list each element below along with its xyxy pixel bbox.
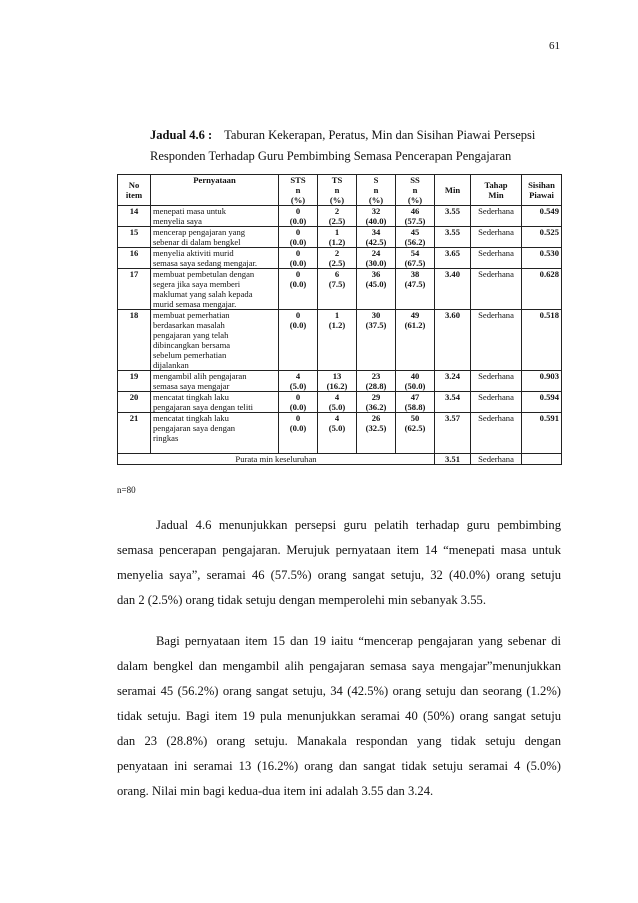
paragraph-line: dalam bengkel dan mengambil alih pengajaran semasa saya mengajar”menunjukkan [117,659,561,673]
sts-cell: 0 (0.0) [279,392,318,413]
tahap-cell: Sederhana [471,206,522,227]
sample-size-note: n=80 [117,485,136,495]
paragraph-line: penyataan ini seramai 13 (16.2%) orang dan sangat tidak setuju seramai 4 (5.0%) [117,759,561,773]
average-label: Purata min keseluruhan [118,454,435,465]
statement-cell: mencerap pengajaran yang sebenar di dalam bengkel [151,227,279,248]
ts-cell: 4 (5.0) [318,413,357,454]
tahap-cell: Sederhana [471,413,522,454]
paragraph-line: Jadual 4.6 menunjukkan persepsi guru pelatih terhadap guru pembimbing [156,518,561,532]
min-cell: 3.65 [435,248,471,269]
header-s: S n (%) [357,175,396,206]
caption-title-line2: Responden Terhadap Guru Pembimbing Semasa Pencerapan Pengajaran [150,149,512,163]
paragraph-line: semasa pencerapan pengajaran. Merujuk pernyataan item 14 “menepati masa untuk [117,543,561,557]
table-caption [150,127,535,143]
min-cell: 3.55 [435,227,471,248]
paragraph-line: orang. Nilai min bagi kedua-dua item ini adalah 3.55 dan 3.24. [117,784,434,798]
sisihan-cell: 0.525 [522,227,562,248]
ss-cell: 40 (50.0) [396,371,435,392]
table-row [118,371,562,392]
table-row [118,269,562,310]
item-number-cell: 17 [118,269,151,310]
tahap-cell: Sederhana [471,392,522,413]
item-number-cell: 20 [118,392,151,413]
paragraph-line: menyelia saya”, seramai 46 (57.5%) orang sangat setuju, 32 (40.0%) orang setuju [117,568,561,582]
paragraph-line: Bagi pernyataan item 15 dan 19 iaitu “mencerap pengajaran yang sebenar di [156,634,561,648]
s-cell: 34 (42.5) [357,227,396,248]
statement-cell: membuat pemerhatian berdasarkan masalah pengajaran yang telah dibincangkan bersama sebelum pemerhatian dijalankan [151,310,279,371]
statement-cell: mencatat tingkah laku pengajaran saya dengan teliti [151,392,279,413]
statement-cell: mencatat tingkah laku pengajaran saya dengan ringkas [151,413,279,454]
tahap-cell: Sederhana [471,310,522,371]
sts-cell: 0 (0.0) [279,227,318,248]
ss-cell: 45 (56.2) [396,227,435,248]
item-number-cell: 14 [118,206,151,227]
header-sts: STS n (%) [279,175,318,206]
header-ss: SS n (%) [396,175,435,206]
sts-cell: 4 (5.0) [279,371,318,392]
caption-label: Jadual 4.6 : [150,128,213,142]
s-cell: 23 (28.8) [357,371,396,392]
sts-cell: 0 (0.0) [279,206,318,227]
ts-cell: 6 (7.5) [318,269,357,310]
tahap-cell: Sederhana [471,248,522,269]
average-min: 3.51 [435,454,471,465]
s-cell: 29 (36.2) [357,392,396,413]
page-number: 61 [549,40,560,52]
ts-cell: 2 (2.5) [318,206,357,227]
paragraph-line: dan 2 (2.5%) orang tidak setuju dengan memperolehi min sebanyak 3.55. [117,593,486,607]
item-number-cell: 19 [118,371,151,392]
min-cell: 3.24 [435,371,471,392]
table-row [118,392,562,413]
ss-cell: 50 (62.5) [396,413,435,454]
header-pernyataan: Pernyataan [151,175,279,206]
min-cell: 3.57 [435,413,471,454]
statement-cell: menyelia aktiviti murid semasa saya sedang mengajar. [151,248,279,269]
header-no: No item [118,175,151,206]
sisihan-cell: 0.549 [522,206,562,227]
sts-cell: 0 (0.0) [279,248,318,269]
item-number-cell: 15 [118,227,151,248]
ts-cell: 13 (16.2) [318,371,357,392]
ts-cell: 1 (1.2) [318,227,357,248]
paragraph-line: dan 23 (28.8%) orang setuju. Manakala respondan yang tidak setuju dengan [117,734,561,748]
sisihan-cell: 0.530 [522,248,562,269]
header-min: Min [435,175,471,206]
paragraph-1 [117,513,561,613]
sts-cell: 0 (0.0) [279,413,318,454]
item-number-cell: 16 [118,248,151,269]
min-cell: 3.60 [435,310,471,371]
s-cell: 24 (30.0) [357,248,396,269]
header-tahap: Tahap Min [471,175,522,206]
table-header-row [118,175,562,206]
min-cell: 3.40 [435,269,471,310]
header-ts: TS n (%) [318,175,357,206]
sisihan-cell: 0.628 [522,269,562,310]
ts-cell: 2 (2.5) [318,248,357,269]
s-cell: 30 (37.5) [357,310,396,371]
tahap-cell: Sederhana [471,227,522,248]
tahap-cell: Sederhana [471,371,522,392]
statement-cell: membuat pembetulan dengan segera jika saya memberi maklumat yang salah kepada murid semasa mengajar. [151,269,279,310]
paragraph-line: seramai 45 (56.2%) orang sangat setuju, 34 (42.5%) orang setuju dan seorang (1.2%) [117,684,561,698]
s-cell: 32 (40.0) [357,206,396,227]
sisihan-cell: 0.591 [522,413,562,454]
data-table [117,174,562,465]
item-number-cell: 21 [118,413,151,454]
ts-cell: 1 (1.2) [318,310,357,371]
item-number-cell: 18 [118,310,151,371]
statement-cell: mengambil alih pengajaran semasa saya mengajar [151,371,279,392]
s-cell: 36 (45.0) [357,269,396,310]
s-cell: 26 (32.5) [357,413,396,454]
paragraph-line: tidak setuju. Bagi item 19 pula menunjukkan seramai 40 (50%) orang sangat setuju [117,709,561,723]
ss-cell: 46 (57.5) [396,206,435,227]
average-row [118,454,562,465]
statement-cell: menepati masa untuk menyelia saya [151,206,279,227]
ts-cell: 4 (5.0) [318,392,357,413]
tahap-cell: Sederhana [471,269,522,310]
sts-cell: 0 (0.0) [279,310,318,371]
sts-cell: 0 (0.0) [279,269,318,310]
sisihan-cell: 0.903 [522,371,562,392]
table-body [118,206,562,454]
caption-title-line1: Taburan Kekerapan, Peratus, Min dan Sisihan Piawai Persepsi [224,128,536,142]
table-row [118,206,562,227]
min-cell: 3.55 [435,206,471,227]
min-cell: 3.54 [435,392,471,413]
ss-cell: 54 (67.5) [396,248,435,269]
table-row [118,413,562,454]
average-empty-cell [522,454,562,465]
table-row [118,310,562,371]
sisihan-cell: 0.518 [522,310,562,371]
header-sisihan: Sisihan Piawai [522,175,562,206]
sisihan-cell: 0.594 [522,392,562,413]
ss-cell: 49 (61.2) [396,310,435,371]
ss-cell: 47 (58.8) [396,392,435,413]
table-row [118,227,562,248]
ss-cell: 38 (47.5) [396,269,435,310]
paragraph-2 [117,629,561,804]
average-tahap: Sederhana [471,454,522,465]
table-row [118,248,562,269]
